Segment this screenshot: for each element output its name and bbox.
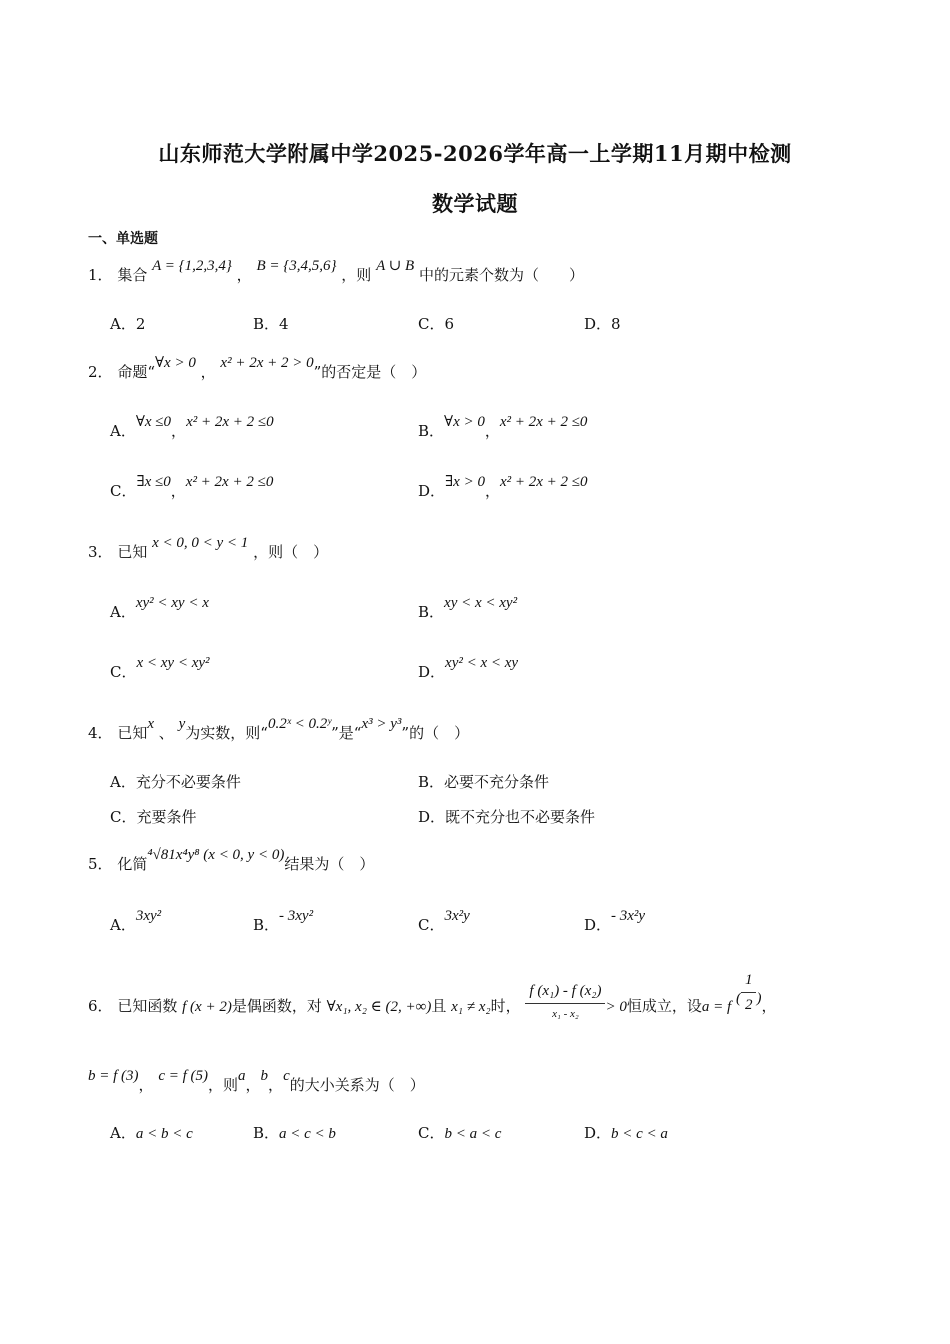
math-a-definition: a = f: [701, 999, 732, 1015]
question-number: 2．: [88, 363, 113, 381]
math-forall-interval: ∀x₁, x₂ ∈ (2, +∞): [326, 999, 432, 1015]
option-label: C．: [110, 482, 137, 500]
option-math: xy < x < xy²: [444, 595, 518, 611]
question-text: 恒成立，设: [626, 997, 702, 1015]
option-text: 8: [611, 315, 621, 333]
question-number: 6．: [88, 997, 113, 1015]
option-text: 既不充分也不必要条件: [445, 808, 596, 826]
option-c[interactable]: [110, 655, 210, 682]
option-a[interactable]: [110, 908, 162, 935]
math-half: ( $\frac{1}{2}$ ): [735, 972, 762, 1013]
punctuation: ，: [484, 482, 500, 500]
option-math: - 3xy²: [279, 908, 314, 924]
option-label: B．: [418, 603, 445, 621]
option-label: C．: [418, 916, 445, 934]
question-text: 命题“: [117, 363, 155, 381]
option-text: 充要条件: [136, 808, 197, 826]
question-1: [88, 258, 585, 285]
fraction-numerator: f (x₁) - f (x₂): [525, 983, 605, 1004]
option-label: D．: [584, 315, 612, 333]
option-a[interactable]: [110, 595, 209, 622]
question-4: [88, 716, 470, 743]
option-math: x² + 2x + 2 ≤0: [499, 414, 588, 430]
option-label: C．: [110, 808, 137, 826]
option-c[interactable]: [418, 1122, 501, 1143]
option-c[interactable]: [418, 313, 454, 334]
question-text: 为实数，则“: [185, 724, 268, 742]
option-label: B．: [418, 422, 445, 440]
option-label: A．: [110, 916, 136, 934]
option-text: 充分不必要条件: [135, 773, 241, 791]
option-a[interactable]: [110, 313, 145, 334]
option-math: x² + 2x + 2 ≤0: [185, 474, 274, 490]
question-text: ”的否定是（ ）: [313, 363, 427, 381]
math-c-definition: c = f (5): [158, 1068, 209, 1084]
option-a[interactable]: [110, 771, 241, 792]
option-math: ∀x > 0: [444, 414, 485, 430]
option-b[interactable]: [418, 771, 549, 792]
math-condition: 0.2ˣ < 0.2ʸ: [267, 716, 332, 732]
question-text: 已知: [117, 543, 148, 561]
question-text: 是偶函数，对: [231, 997, 322, 1015]
option-math: ∃x ≤0: [136, 474, 171, 490]
option-math: ∃x > 0: [445, 474, 485, 490]
option-math: x < xy < xy²: [136, 655, 210, 671]
option-math: x² + 2x + 2 ≤0: [499, 474, 588, 490]
math-function: f (x + 2): [182, 999, 232, 1015]
option-label: D．: [418, 808, 446, 826]
option-label: A．: [110, 773, 136, 791]
math-b-definition: b = f (3): [88, 1068, 139, 1084]
math-radical-expression: ⁴√81x⁴y⁸ (x < 0, y < 0): [147, 847, 285, 863]
option-text: 6: [444, 315, 455, 333]
option-b[interactable]: [418, 595, 518, 622]
question-text: ”的（ ）: [401, 724, 470, 742]
option-d[interactable]: [418, 806, 595, 827]
option-math: xy² < xy < x: [135, 595, 209, 611]
question-number: 5．: [88, 855, 113, 873]
punctuation: ，: [171, 422, 187, 440]
option-label: D．: [418, 663, 446, 681]
math-union: A ∪ B: [376, 258, 415, 274]
math-set-a: A = {1,2,3,4}: [152, 258, 232, 274]
question-text: 的大小关系为（ ）: [289, 1076, 425, 1094]
option-d[interactable]: [418, 655, 519, 682]
exam-subtitle: 数学试题: [432, 191, 518, 216]
option-b[interactable]: [253, 1122, 336, 1143]
option-label: C．: [418, 315, 445, 333]
option-d[interactable]: [584, 908, 646, 935]
option-label: A．: [110, 315, 136, 333]
option-label: D．: [584, 1124, 612, 1142]
option-label: D．: [418, 482, 446, 500]
option-math: a < c < b: [279, 1126, 336, 1142]
option-math: a < b < c: [135, 1126, 193, 1142]
option-text: 4: [279, 315, 289, 333]
option-b[interactable]: [253, 908, 314, 935]
punctuation: ，: [245, 1076, 261, 1094]
math-variable: a: [238, 1068, 246, 1084]
punctuation: ，: [484, 422, 500, 440]
option-math: 3xy²: [135, 908, 162, 924]
option-math: - 3x²y: [611, 908, 646, 924]
question-text: 且: [431, 997, 447, 1015]
math-condition: x < 0, 0 < y < 1: [152, 535, 249, 551]
math-forall: ∀x > 0: [155, 355, 196, 371]
math-inequality: > 0: [605, 999, 627, 1015]
math-variable: x: [147, 716, 155, 732]
option-b[interactable]: [253, 313, 289, 334]
option-c[interactable]: [110, 806, 197, 827]
question-2: [88, 355, 427, 382]
option-math: b < a < c: [444, 1126, 502, 1142]
question-number: 4．: [88, 724, 113, 742]
punctuation: ，: [268, 1076, 284, 1094]
question-text: ，则: [208, 1076, 239, 1094]
option-c[interactable]: [110, 474, 274, 501]
question-number: 1．: [88, 266, 113, 284]
question-text: 结果为（ ）: [284, 855, 375, 873]
question-text: 时，: [490, 997, 521, 1015]
fraction-denominator: x₁ - x₂: [552, 1007, 579, 1020]
math-set-b: B = {3,4,5,6}: [256, 258, 337, 274]
punctuation: ，: [138, 1076, 154, 1094]
question-6-continued: [88, 1068, 425, 1095]
option-math: 3x²y: [444, 908, 470, 924]
option-math: xy² < x < xy: [445, 655, 519, 671]
question-text: 中的元素个数为（ ）: [419, 266, 585, 284]
math-not-equal: x₁ ≠ x₂: [451, 999, 491, 1015]
option-math: b < c < a: [611, 1126, 668, 1142]
punctuation: ，: [170, 482, 186, 500]
option-label: A．: [110, 603, 136, 621]
question-text: 已知函数: [117, 997, 178, 1015]
question-text: ，则: [341, 266, 372, 284]
punctuation: ，: [236, 266, 252, 284]
question-text: ，则（ ）: [253, 543, 329, 561]
option-d[interactable]: [418, 474, 588, 501]
option-label: B．: [253, 315, 280, 333]
math-variable: y: [178, 716, 186, 732]
option-label: C．: [110, 663, 137, 681]
math-variable: b: [260, 1068, 269, 1084]
option-d[interactable]: [584, 1122, 668, 1143]
option-label: B．: [418, 773, 445, 791]
punctuation: 、: [158, 724, 174, 742]
math-condition: x³ > y³: [361, 716, 402, 732]
option-label: D．: [584, 916, 612, 934]
question-text: ”是“: [331, 724, 362, 742]
option-text: 必要不充分条件: [444, 773, 550, 791]
question-text: 已知: [117, 724, 148, 742]
math-variable: c: [283, 1068, 290, 1084]
option-b[interactable]: [418, 414, 588, 441]
option-math: x² + 2x + 2 ≤0: [186, 414, 274, 430]
punctuation: ，: [200, 363, 216, 381]
option-label: C．: [418, 1124, 445, 1142]
option-d[interactable]: [584, 313, 621, 334]
math-inequality: x² + 2x + 2 > 0: [220, 355, 314, 371]
section-heading-single-choice: 一、单选题: [88, 231, 158, 247]
fraction-half: [741, 972, 757, 1014]
fraction-numerator: 1: [741, 972, 757, 993]
option-c[interactable]: [418, 908, 470, 935]
punctuation: ，: [761, 997, 777, 1015]
fraction-denominator: 2: [744, 997, 753, 1013]
math-difference-quotient: [525, 983, 605, 1020]
question-6: [88, 972, 777, 1028]
question-number: 3．: [88, 543, 113, 561]
question-5: [88, 847, 375, 874]
question-text: 集合: [117, 266, 148, 284]
option-text: 2: [135, 315, 146, 333]
option-math: ∀x ≤0: [135, 414, 172, 430]
exam-title: 山东师范大学附属中学2025-2026学年高一上学期11月期中检测: [158, 141, 792, 166]
option-label: B．: [253, 1124, 280, 1142]
option-a[interactable]: [110, 414, 274, 441]
question-text: 化简: [117, 855, 148, 873]
option-label: A．: [110, 1124, 136, 1142]
option-a[interactable]: [110, 1122, 193, 1143]
question-3: [88, 535, 329, 562]
option-label: B．: [253, 916, 280, 934]
option-label: A．: [110, 422, 136, 440]
